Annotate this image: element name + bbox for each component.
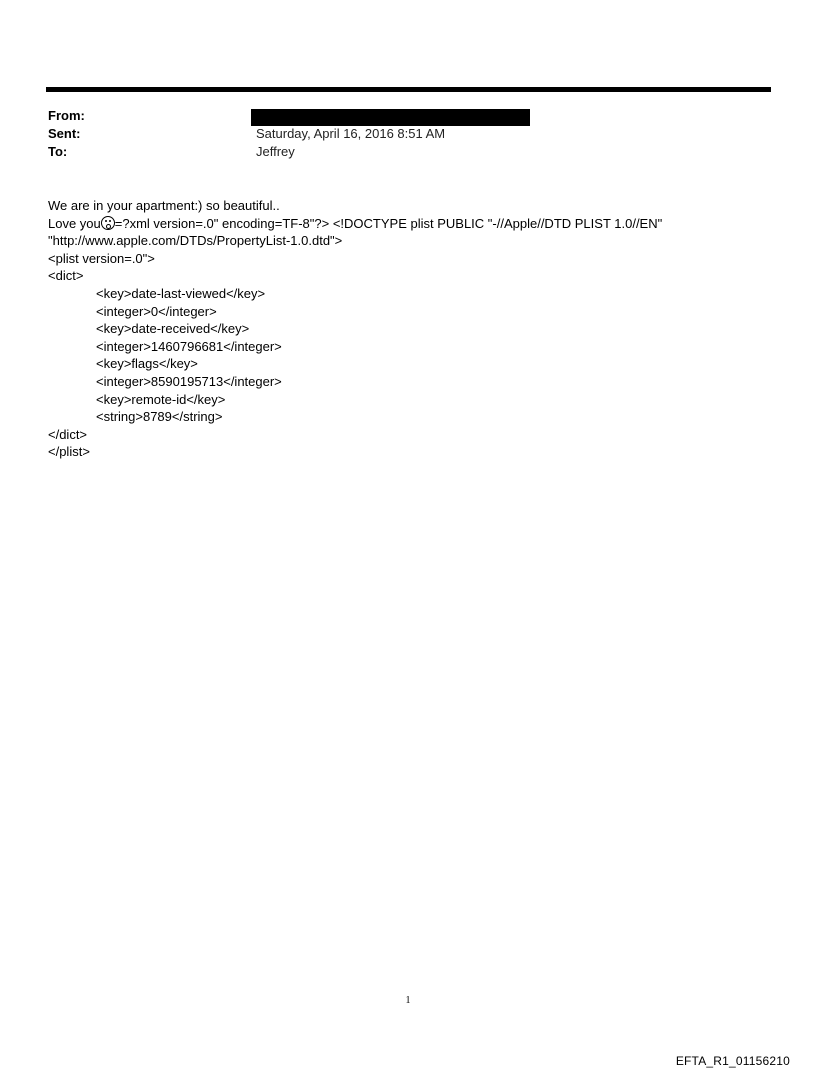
body-text-fragment: Love you — [48, 215, 101, 231]
from-label: From: — [48, 108, 85, 123]
astonished-face-icon — [101, 216, 115, 230]
dict-line: <key>date-last-viewed</key> — [96, 285, 266, 301]
dict-line: <integer>1460796681</integer> — [96, 338, 282, 354]
dict-line: <integer>0</integer> — [96, 303, 217, 319]
body-line: <dict> — [48, 268, 84, 284]
body-line: </plist> — [48, 444, 90, 460]
dict-line: <key>date-received</key> — [96, 321, 250, 337]
dict-line: <key>flags</key> — [96, 356, 198, 372]
sent-row — [48, 125, 768, 143]
dict-line: <key>remote-id</key> — [96, 391, 226, 407]
from-row — [48, 107, 768, 125]
body-line: We are in your apartment:) so beautiful.. — [48, 198, 280, 213]
email-body — [48, 197, 768, 461]
to-value: Jeffrey — [256, 144, 295, 159]
email-header — [48, 107, 768, 161]
dict-line: <string>8789</string> — [96, 409, 223, 425]
body-line: "http://www.apple.com/DTDs/PropertyList-1.0.dtd"> — [48, 233, 343, 249]
document-id: EFTA_R1_01156210 — [675, 1054, 790, 1068]
body-line: </dict> — [48, 426, 88, 442]
to-row — [48, 143, 768, 161]
page-number: 1 — [405, 995, 411, 1006]
redaction-block — [251, 109, 530, 126]
body-line: <plist version=.0"> — [48, 250, 155, 266]
body-line — [48, 215, 768, 233]
dict-line: <integer>8590195713</integer> — [96, 373, 282, 389]
header-divider — [46, 87, 771, 92]
body-text-fragment: =?xml version=.0" encoding=TF-8"?> <!DOCTYPE plist PUBLIC "-//Apple//DTD PLIST 1.0//EN" — [114, 215, 663, 231]
to-label: To: — [48, 144, 68, 159]
sent-label: Sent: — [48, 126, 81, 141]
sent-value: Saturday, April 16, 2016 8:51 AM — [256, 126, 446, 141]
